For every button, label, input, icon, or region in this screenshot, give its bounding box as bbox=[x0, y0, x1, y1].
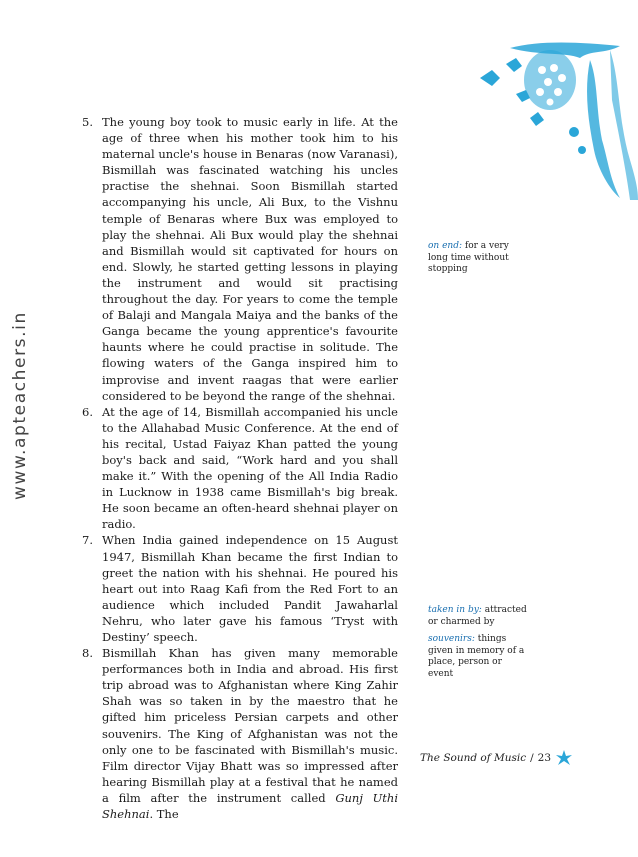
paragraph-number: 6. bbox=[82, 404, 93, 419]
floral-corner-ornament-icon bbox=[470, 40, 638, 200]
gloss-term: souvenirs: bbox=[428, 634, 475, 645]
paragraph-text-end: . The bbox=[149, 807, 179, 822]
page-footer bbox=[420, 750, 573, 766]
film-title: Gunj Uthi Shehnai bbox=[102, 790, 399, 822]
paragraph-8 bbox=[82, 645, 398, 822]
paragraph-5 bbox=[82, 114, 398, 404]
paragraph-text: When India gained independence on 15 August 1947, Bismillah Khan became the first Indian to greet the nation with his shehnai. He poured his heart out into Raag Kafi from the Red Fort to an audience which included Pandit Jawaharlal Nehru, who later gave his famous ‘Tryst with Destiny’ speech. bbox=[102, 533, 398, 644]
flower-icon bbox=[555, 750, 573, 766]
paragraph-text: At the age of 14, Bismillah accompanied his uncle to the Allahabad Music Conference. At the end of his recital, Ustad Faiyaz Khan patted the young boy's back and said, “Work hard and you shall make it.” With the opening of the All India Radio in Lucknow in 1938 came Bismillah's big break. He soon became an often-heard shehnai player on radio. bbox=[102, 404, 398, 532]
paragraph-number: 5. bbox=[82, 115, 93, 129]
page-number: 23 bbox=[537, 752, 552, 764]
gloss-definition: for a very long time without stopping bbox=[428, 241, 509, 275]
paragraph-6 bbox=[82, 404, 398, 533]
chapter-title: The Sound of Music bbox=[420, 752, 527, 764]
gloss-definition: things given in memory of a place, person or event bbox=[428, 634, 525, 679]
gloss-definition: attracted or charmed by bbox=[428, 605, 527, 627]
paragraph-text: The young boy took to music early in life. At the age of three when his mother took him to his maternal uncle's house in Benaras (now Varanasi), Bismillah was fascinated watching his uncles practise the shehnai. Soon Bismillah started accompanying his uncle, Ali Bux, to the Vishnu temple of Benaras where Bux was employed to play the shehnai. Ali Bux would play the shehnai and Bismillah would sit captivated for hours on end. Slowly, he started getting lessons in playing the instrument and would sit practising throughout the day. For years to come the temple of Balaji and Mangala Maiya and the banks of the Ganga became the young apprentice's favourite haunts where he could practise in solitude. The flowing waters of the Ganga inspired him to improvise and invent raagas that were earlier considered to be beyond the range of the shehnai. bbox=[102, 115, 398, 403]
gloss-term: on end: bbox=[428, 241, 462, 251]
paragraph-7 bbox=[82, 532, 398, 645]
footer-separator: / bbox=[530, 752, 534, 764]
gloss-on-end bbox=[428, 241, 528, 282]
paragraph-number: 8. bbox=[82, 646, 93, 661]
gloss-souvenirs bbox=[428, 634, 528, 680]
watermark: www.apteachers.in bbox=[10, 311, 30, 500]
paragraph-text: Bismillah Khan has given many memorable performances both in India and abroad. His first trip abroad was to Afghanistan where King Zahir Shah was so taken in by the maestro that he gifted him priceless Persian carpets and other souvenirs. The King of Afghanistan was not the only one to be fascinated with Bismillah's music. Film director Vijay Bhatt was so impressed after hearing Bismillah play at a festival that he named a film after the instrument called bbox=[102, 646, 398, 805]
paragraph-number: 7. bbox=[82, 533, 93, 548]
main-text bbox=[82, 114, 398, 822]
gloss-term: taken in by: bbox=[428, 605, 482, 615]
gloss-list bbox=[428, 605, 528, 687]
gloss-taken-in-by bbox=[428, 605, 528, 628]
